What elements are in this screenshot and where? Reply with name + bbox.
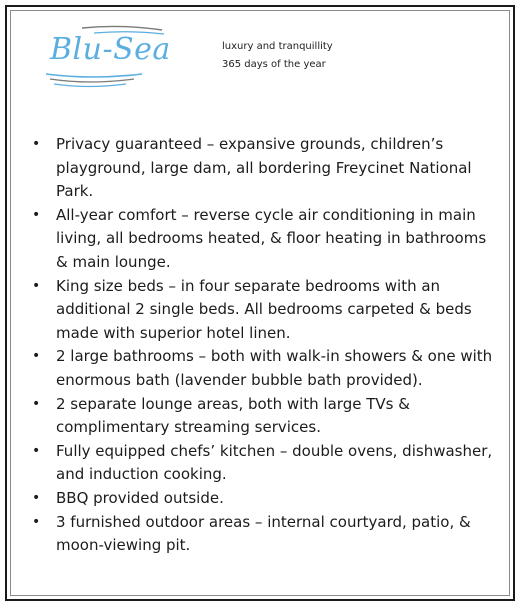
feature-item	[28, 440, 498, 487]
feature-text: Privacy guaranteed – expansive grounds, children’s playground, large dam, all bordering Freycinet National Park.	[56, 135, 472, 201]
feature-text: King size beds – in four separate bedrooms with an additional 2 single beds. All bedrooms carpeted & beds made with superior hotel linen.	[56, 276, 472, 342]
feature-text: 2 separate lounge areas, both with large TVs & complimentary streaming services.	[56, 394, 410, 437]
bullet-icon: •	[32, 442, 41, 459]
bullet-icon: •	[32, 348, 41, 365]
bullet-icon: •	[32, 136, 41, 152]
feature-text: All-year comfort – reverse cycle air conditioning in main living, all bedrooms heated, & floor heating in bathrooms & main lounge.	[56, 205, 487, 271]
bullet-icon: •	[32, 513, 41, 530]
bullet-icon: •	[32, 277, 41, 294]
bullet-icon: •	[32, 489, 41, 506]
tagline-line-2: 365 days of the year	[222, 59, 326, 70]
feature-item	[28, 511, 498, 558]
feature-text: 2 large bathrooms – both with walk-in showers & one with enormous bath (lavender bubble bath provided).	[56, 347, 493, 389]
bullet-icon: •	[32, 206, 41, 223]
feature-item	[28, 133, 498, 204]
feature-text: 3 furnished outdoor areas – internal courtyard, patio, & moon-viewing pit.	[56, 512, 471, 555]
blu-sea-logo	[42, 22, 182, 92]
tagline-line-1: luxury and tranquillity	[222, 41, 333, 52]
feature-item	[28, 345, 498, 392]
logo-text: Blu-Sea	[50, 32, 171, 67]
features-list	[28, 133, 498, 558]
feature-item	[28, 204, 498, 275]
feature-text: Fully equipped chefs’ kitchen – double ovens, dishwasher, and induction cooking.	[56, 441, 493, 484]
feature-item	[28, 275, 498, 346]
bullet-icon: •	[32, 395, 41, 412]
feature-item	[28, 487, 498, 511]
feature-text: BBQ provided outside.	[56, 488, 224, 507]
feature-item	[28, 393, 498, 440]
tagline	[222, 38, 333, 74]
